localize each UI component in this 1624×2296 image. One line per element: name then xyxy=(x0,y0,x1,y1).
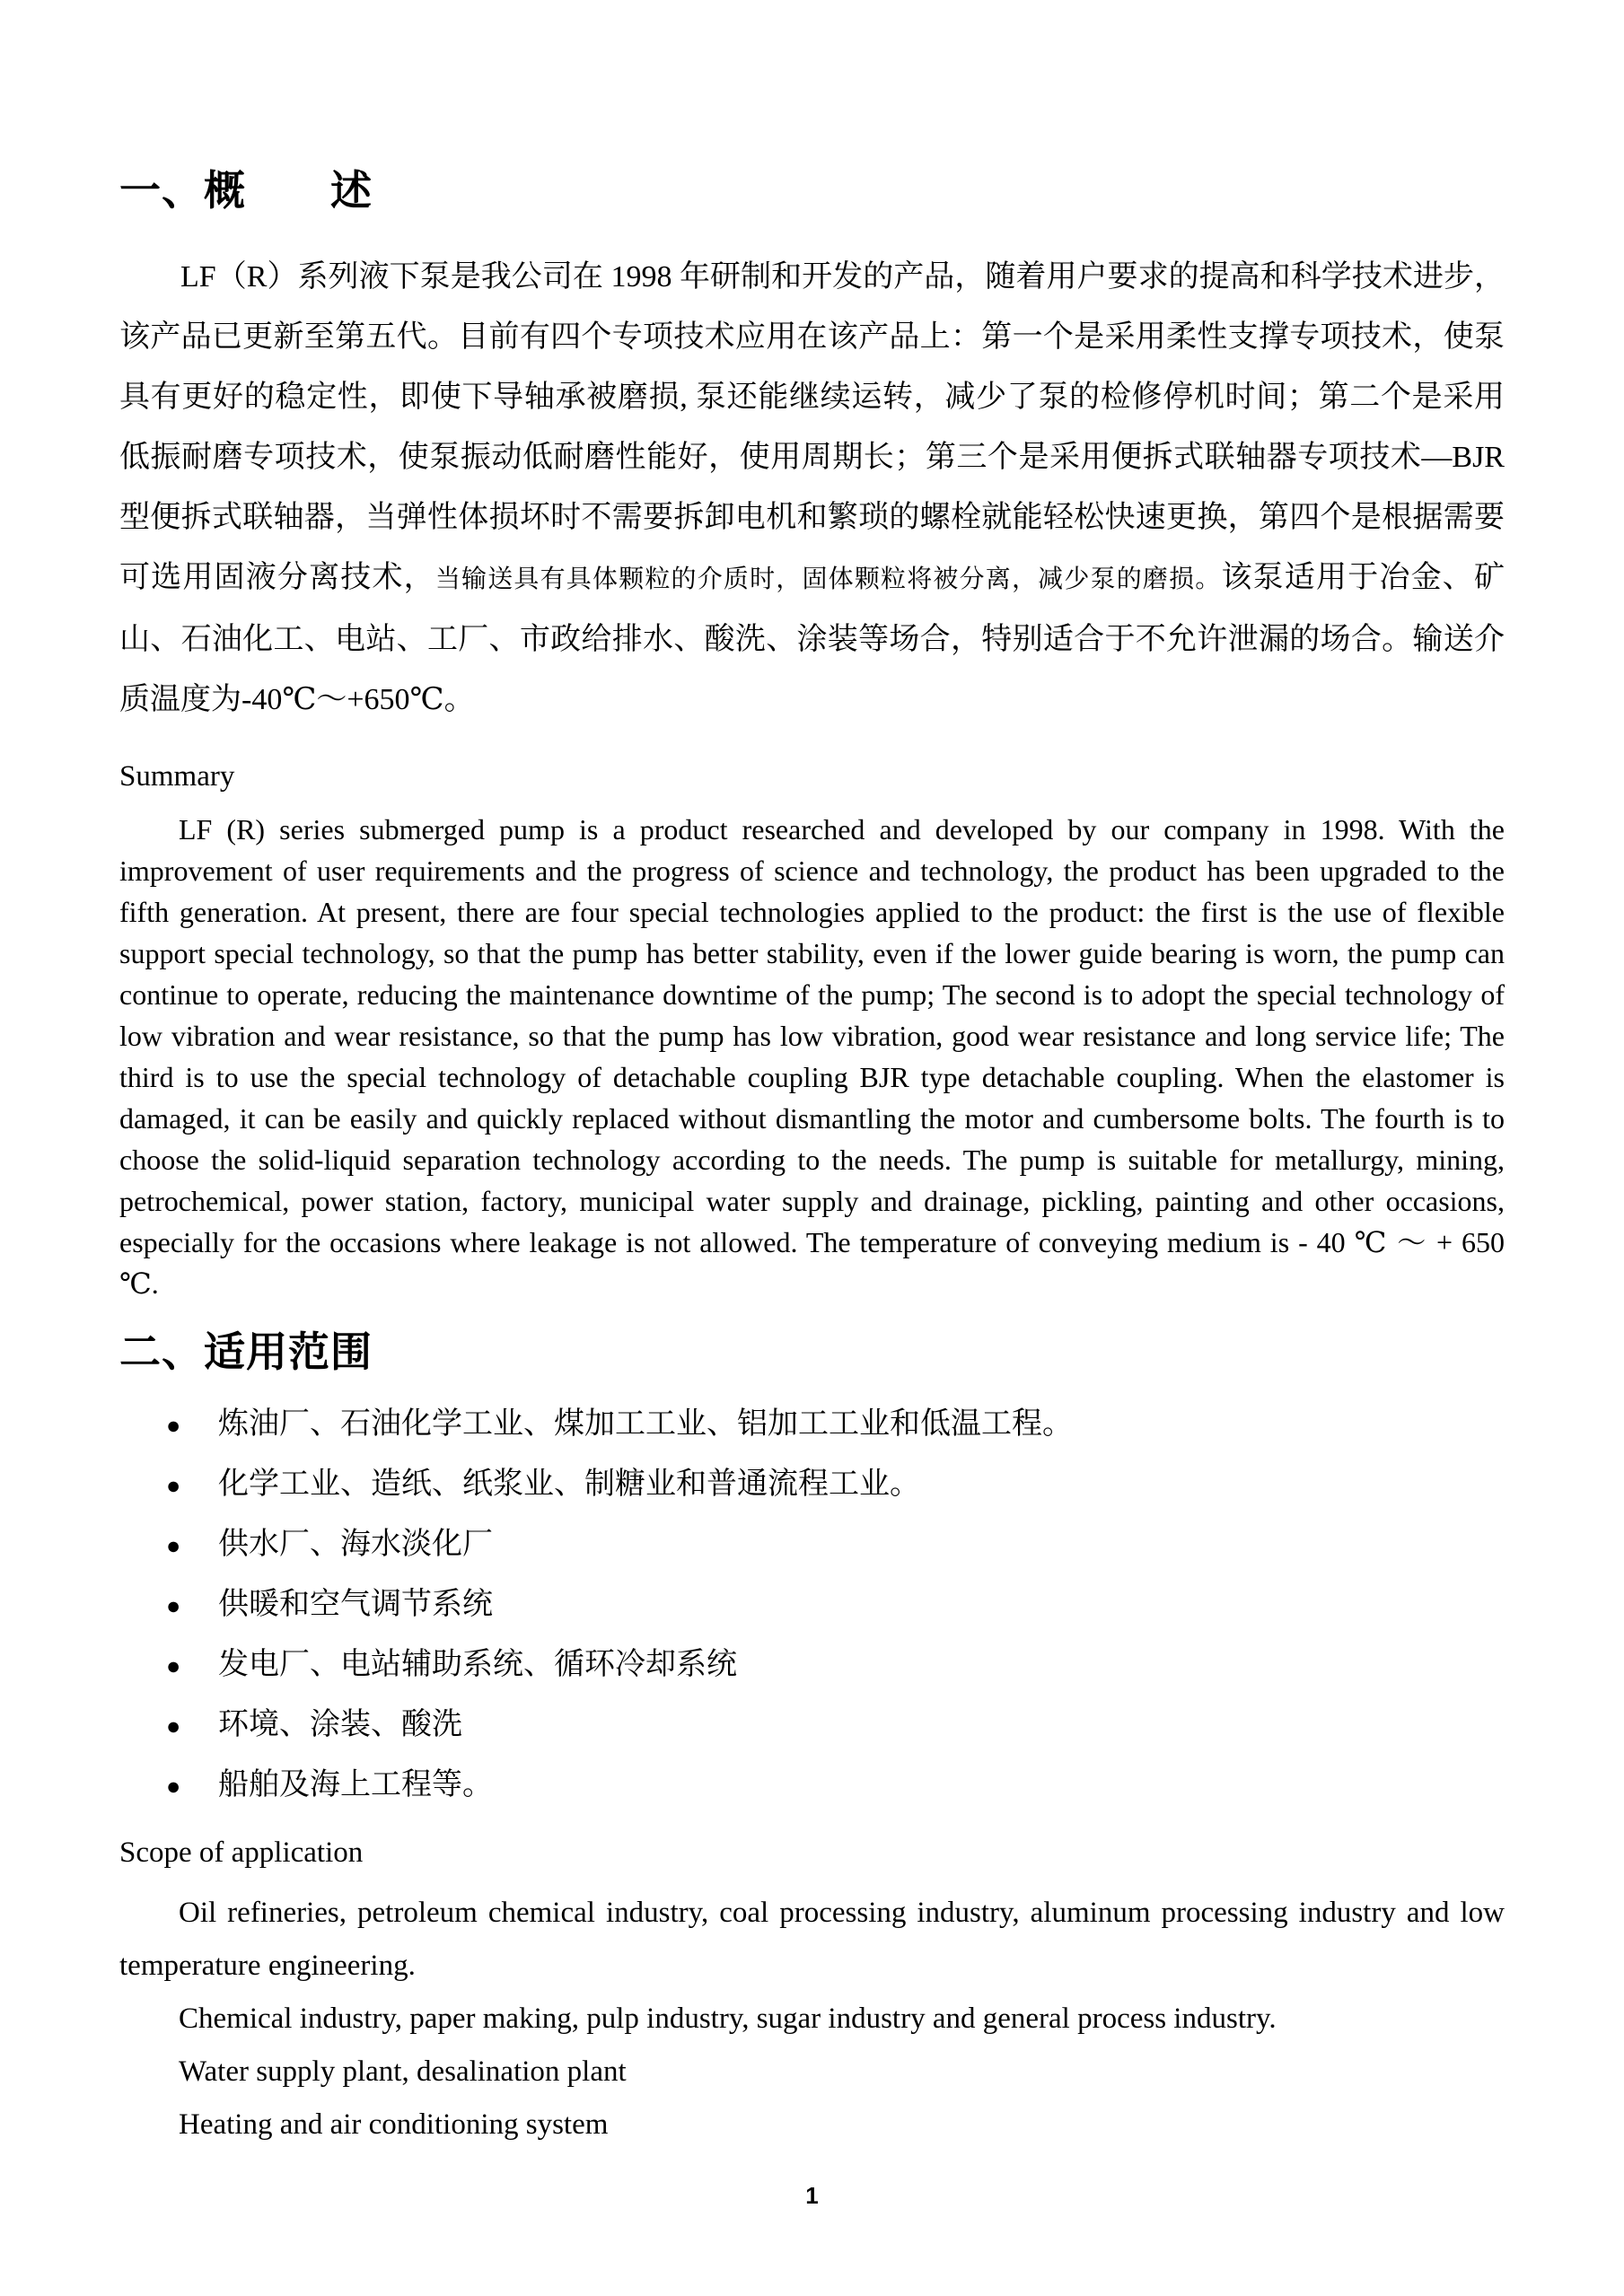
list-item xyxy=(166,1587,1505,1624)
bullet-icon xyxy=(166,1707,218,1744)
list-item-label: 发电厂、电站辅助系统、循环冷却系统 xyxy=(218,1648,737,1681)
list-item-label: 炼油厂、石油化学工业、煤加工工业、铝加工工业和低温工程。 xyxy=(218,1407,1073,1441)
page-number: 1 xyxy=(805,2182,819,2209)
summary-english-paragraph: LF (R) series submerged pump is a product researched and developed by our company in 1998. With the improvement of user requirements and the progress of science and technology, the product has been upgraded to the fifth generation. At present, there are four special technologies applied to the product: the first is the use of flexible support special technology, so that the pump has better stability, even if the lower guide bearing is worn, the pump can continue to operate, reducing the maintenance downtime of the pump; The second is to adopt the special technology of low vibration and wear resistance, so that the pump has low vibration, good wear resistance and long service life; The third is to use the special technology of detachable coupling BJR type detachable coupling. When the elastomer is damaged, it can be easily and quickly replaced without dismantling the motor and cumbersome bolts. The fourth is to choose the solid-liquid separation technology according to the needs. The pump is suitable for metallurgy, mining, petrochemical, power station, factory, municipal water supply and drainage, pickling, painting and other occasions, especially for the occasions where leakage is not allowed. The temperature of conveying medium is - 40 ℃ ～ + 650 ℃. xyxy=(119,813,1505,1300)
list-item xyxy=(166,1647,1505,1684)
list-item xyxy=(166,1527,1505,1564)
list-item xyxy=(166,1407,1505,1443)
chinese-paragraph-segment-normal-2: 该泵适用于冶金、矿山、石油化工、电站、工厂、市政给排水、酸洗、涂装等场合，特别适合于不允许泄漏的场合。输送介质温度为-40℃～+650℃。 xyxy=(119,561,1505,716)
bullet-icon xyxy=(166,1587,218,1624)
section-1-heading: 一、概 述 xyxy=(119,167,373,214)
list-item xyxy=(166,1467,1505,1503)
scope-english-paragraph: Heating and air conditioning system xyxy=(179,2108,609,2141)
list-item-label: 环境、涂装、酸洗 xyxy=(218,1708,462,1741)
list-item-label: 供暖和空气调节系统 xyxy=(218,1588,493,1621)
scope-english-paragraph: Water supply plant, desalination plant xyxy=(179,2055,627,2088)
chinese-paragraph-segment-small: 当输送具有具体颗粒的介质时，固体颗粒将被分离，减少泵的磨损。 xyxy=(435,565,1222,593)
bullet-icon xyxy=(166,1767,218,1804)
scope-english-paragraph: Oil refineries, petroleum chemical industry, coal processing industry, aluminum processing industry and low temperature engineering. xyxy=(119,1897,1505,1982)
list-item-label: 船舶及海上工程等。 xyxy=(218,1768,493,1801)
section-1-chinese-paragraph xyxy=(119,247,1505,730)
list-item xyxy=(166,1767,1505,1804)
bullet-icon xyxy=(166,1647,218,1684)
list-item xyxy=(166,1707,1505,1744)
summary-label: Summary xyxy=(119,760,235,793)
section-2-heading: 二、适用范围 xyxy=(119,1328,373,1375)
scope-of-application-label: Scope of application xyxy=(119,1836,364,1869)
bullet-icon xyxy=(166,1407,218,1443)
chinese-paragraph-segment-normal-1: LF（R）系列液下泵是我公司在 1998 年研制和开发的产品，随着用户要求的提高和科学技术进步，该产品已更新至第五代。目前有四个专项技术应用在该产品上：第一个是采用柔性支撑专项技术，使泵具有更好的稳定性，即使下导轴承被磨损, 泵还能继续运转，减少了泵的检修停机时间；第二个是采用低振耐磨专项技术，使泵振动低耐磨性能好，使用周期长；第三个是采用便拆式联轴器专项技术—BJR 型便拆式联轴器，当弹性体损坏时不需要拆卸电机和繁琐的螺栓就能轻松快速更换，第四个是根据需要可选用固液分离技术， xyxy=(119,260,1505,594)
list-item-label: 化学工业、造纸、纸浆业、制糖业和普通流程工业。 xyxy=(218,1468,920,1501)
bullet-icon xyxy=(166,1527,218,1564)
bullet-icon xyxy=(166,1467,218,1503)
application-bullet-list xyxy=(166,1407,1505,1804)
scope-english-paragraph: Chemical industry, paper making, pulp industry, sugar industry and general process industry. xyxy=(179,2002,1277,2035)
list-item-label: 供水厂、海水淡化厂 xyxy=(218,1528,493,1561)
